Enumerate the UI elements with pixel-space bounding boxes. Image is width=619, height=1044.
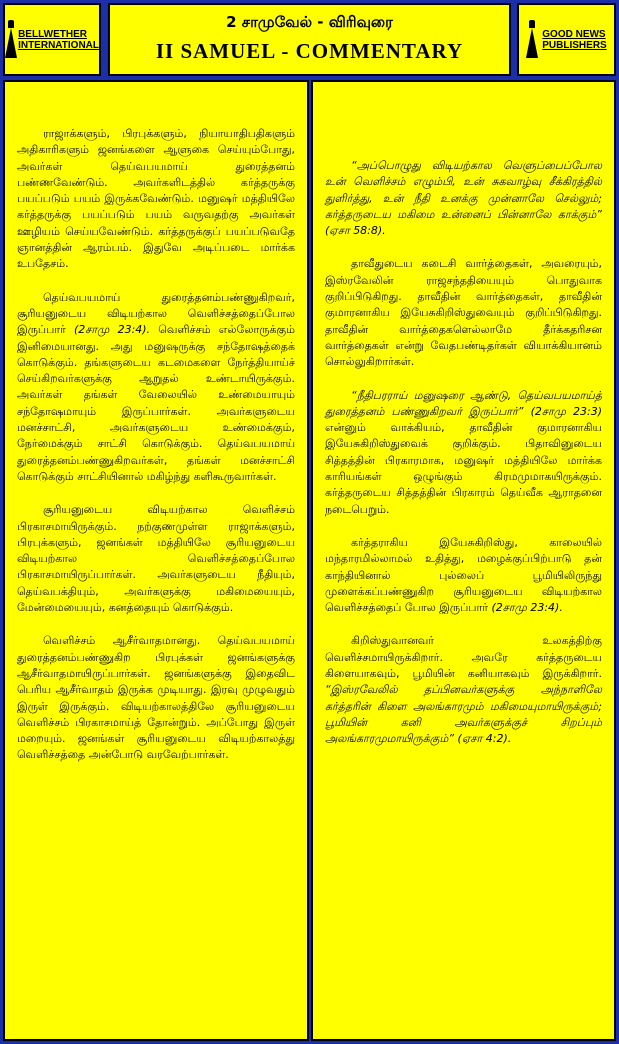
paragraph: சூரியனுடைய விடியற்கால வெளிச்சம் பிரகாசமாயிருக்கும். நற்குணமுள்ள ராஜாக்களும், பிரபுக்களும், ஜனங்கள் மத்தியிலே சூரியனுடைய விடியற்கால வெளிச்சத்தைப்போல பிரகாசமாயிருப்பார்கள். அவர்களுடைய நீதியும், தெய்வபக்தியும், அவர்களுக்கு மகிமையையும், மேன்மையையும், கனத்தையும் கொடுக்கும். bbox=[17, 503, 295, 615]
left-logo-line2: INTERNATIONAL bbox=[18, 39, 99, 51]
bell-tower-icon bbox=[5, 20, 14, 60]
title-banner bbox=[108, 3, 511, 76]
page-title-english: II SAMUEL - COMMENTARY bbox=[155, 39, 464, 63]
paragraph: தெய்வபயமாய் துரைத்தனம்பண்ணுகிறவர், சூரியனுடைய விடியற்கால வெளிச்சத்தைப்போல இருப்பார் (2சாமு 23:4). வெளிச்சம் எல்லோருக்கும் இனிமையானது. அது மனுஷருக்கு சந்தோஷத்தைக் கொடுக்கும். தங்களுடைய கடமைகளை நேர்த்தியாய்ச் செய்கிறவர்களுக்கு ஆறுதல் உண்டாயிருக்கும். அவர்கள் தங்கள் வேலையில் உண்மையாயும் சந்தோஷமாயும் இருப்பார்கள். அவர்களுடைய மனச்சாட்சி, அவர்களுடைய உண்மைக்கும், நேர்மைக்கும் சாட்சி கொடுக்கும். தெய்வபயமாய் துரைத்தனம்பண்ணுகிறவர்கள், தங்கள் மனச்சாட்சி கொடுக்கும் சாட்சியினால் மகிழ்ந்து களிகூருவார்கள். bbox=[17, 290, 295, 483]
paragraph bbox=[325, 158, 602, 239]
right-logo-line2: PUBLISHERS bbox=[542, 39, 607, 51]
bell-tower-icon bbox=[526, 20, 538, 60]
scripture-quote: “அப்பொழுது விடியற்கால வெளுப்பைப்போல உன் வெளிச்சம் எழும்பி, உன் சுகவாழ்வு சீக்கிரத்தில் துளிர்த்து, உன் நீதி உனக்கு முன்னாலே செல்லும்; கர்த்தருடைய மகிமை உன்னைப் பின்னாலே காக்கும்” (ஏசா 58:8). bbox=[325, 159, 602, 238]
paragraph: “நீதிபரராய் மனுஷரை ஆண்டு, தெய்வபயமாய்த் துரைத்தனம் பண்ணுகிறவர் இருப்பார்” (2சாமு 23:3) என்னும் வாக்கியம், தாவீதின் குமாரனாகிய இயேசுகிறிஸ்துவைக் குறிக்கும். பிதாவினுடைய சித்தத்தின் பிரகாரமாக, மனுஷர் மத்தியிலே மார்க்க காரியங்கள் ஒழுங்கும் கிரமமுமாகயிருக்கும். கர்த்தருடைய சித்தத்தின் பிரகாரம் தெய்வீக ஆராதனை நடைபெறும். bbox=[325, 388, 602, 516]
paragraph: வெளிச்சம் ஆசீர்வாதமானது. தெய்வபயமாய் துரைத்தனம்பண்ணுகிற பிரபுக்கள் ஜனங்களுக்கு ஆசீர்வாதமாயிருப்பார்கள். ஜனங்களுக்கு இதைவிட பெரிய ஆசீர்வாதம் இருக்க முடியாது. இரவு முழுவதும் இருள் இருக்கும். விடியற்காலத்திலே சூரியனுடைய வெளிச்சம் பிரகாசமாய்த் தோன்றும். அப்போது இருள் மறையும். ஜனங்கள் சூரியனுடைய விடியற்காலத்து வெளிச்சத்தை அன்போடு வரவேற்பார்கள். bbox=[17, 634, 295, 762]
paragraph: கர்த்தராகிய இயேசுகிறிஸ்து, காலையில் மந்தாரமில்லாமல் உதித்து, மழைக்குப்பிற்பாடு தன் காந்தியினால் புல்லைப் பூமியிலிருந்து முளைக்கப்பண்ணுகிற சூரியனுடைய விடியற்கால வெளிச்சத்தைப் போல இருப்பார் (2சாமு 23:4). bbox=[325, 535, 602, 615]
paragraph: கிறிஸ்துவானவர் உலகத்திற்கு வெளிச்சமாயிருக்கிறார். அவரே கர்த்தருடைய கிளையாகவும், பூமியின் கனியாகவும் இருக்கிறார். “இஸ்ரவேலில் தப்பினவர்களுக்கு அந்நாளிலே கர்த்தரின் கிளை அலங்காரமும் மகிமையுமாயிருக்கும்; பூமியின் கனி அவர்களுக்குச் சிறப்பும் அலங்காரமுமாயிருக்கும்” (ஏசா 4:2). bbox=[325, 634, 602, 746]
right-column bbox=[311, 80, 616, 1041]
scripture-quote: “நீதிபரராய் மனுஷரை ஆண்டு, தெய்வபயமாய்த் துரைத்தனம் பண்ணுகிறவர் இருப்பார்” (2சாமு 23:3) bbox=[325, 388, 602, 418]
bellwether-logo bbox=[3, 3, 101, 76]
good-news-logo bbox=[517, 3, 616, 76]
paragraph: ராஜாக்களும், பிரபுக்களும், நியாயாதிபதிகளும் அதிகாரிகளும் ஜனங்களை ஆளுகை செய்யும்போது, அவர்கள் தெய்வபயமாய் துரைத்தனம் பண்ணவேண்டும். அவர்களிடத்தில் கர்த்தருக்கு பயப்படும் பயம் இருக்கவேண்டும். மனுஷர் மத்தியிலே கர்த்தருக்கு பயப்படும் பயம் வருவதற்கு அவர்கள் ஊழியம் செய்யவேண்டும். கர்த்தருக்குப் பயப்படுவதே ஞானத்தின் ஆரம்பம். இதுவே அடிப்படை மார்க்க உபதேசம். bbox=[17, 127, 295, 271]
scripture-reference: (2சாமு 23:4). bbox=[74, 323, 151, 337]
scripture-reference: (2சாமு 23:4). bbox=[487, 601, 563, 615]
left-logo-line1: BELLWETHER bbox=[18, 28, 87, 40]
right-logo-line1: GOOD NEWS bbox=[542, 28, 606, 40]
page-title-tamil: 2 சாமுவேல் - விரிவுரை bbox=[226, 13, 393, 31]
scripture-quote: “இஸ்ரவேலில் தப்பினவர்களுக்கு அந்நாளிலே கர்த்தரின் கிளை அலங்காரமும் மகிமையுமாயிருக்கும்; பூமியின் கனி அவர்களுக்குச் சிறப்பும் அலங்காரமுமாயிருக்கும்” (ஏசா 4:2). bbox=[325, 683, 602, 746]
left-column bbox=[3, 80, 309, 1041]
paragraph: தாவீதுடைய கடைசி வார்த்தைகள், அவரையும், இஸ்ரவேலின் ராஜசந்ததியையும் பொதுவாக குறிப்பிடுகிறது. தாவீதின் வார்த்தைகள், தாவீதின் குமாரனாகிய இயேசுகிறிஸ்துவையும் குறிப்பிடுகிறது. தாவீதின் வார்த்தைகளெல்லாமே தீர்க்கதரிசன வார்த்தைகள் என்று வேதபண்டிதர்கள் வியாக்கியானம் சொல்லுகிறார்கள். bbox=[325, 257, 602, 369]
